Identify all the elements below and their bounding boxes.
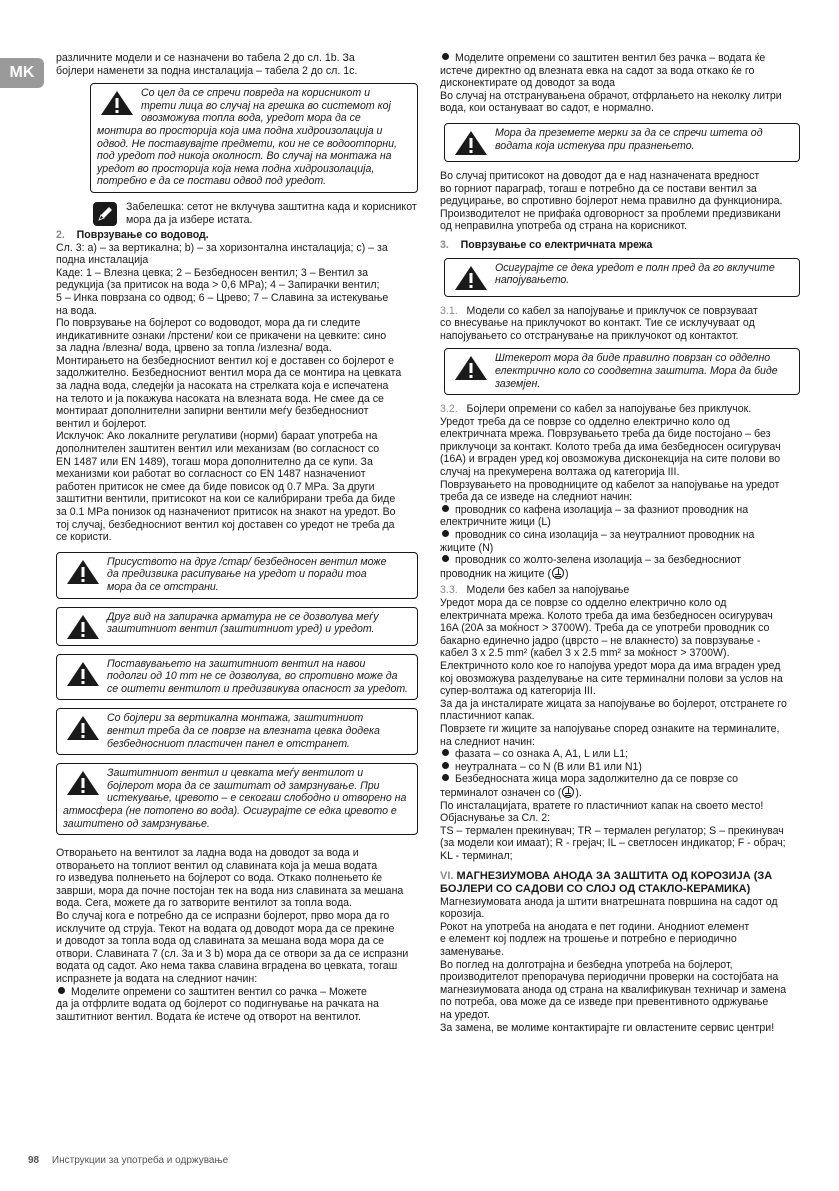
text-line: подолги од 10 mm не се дозволува, во спротивно може да [107,670,398,683]
text-line: Моделите опремени со заштитен вентил со рачка – Можете [56,986,418,999]
bullet-icon [442,555,449,562]
text-line: заштитни вентили, притисокот на кои се калибрирани треба да биде [56,493,396,506]
warning-text [63,712,411,750]
text-line: водата од садот. Ако нема таква славина вградена во цевката, тогаш [56,960,398,973]
text-line: бојлерот мора да се заштитат од замрзнување. При [107,779,380,792]
text-line: За замена, ве молиме контактирајте ги овластените сервис центри! [440,1021,775,1034]
text-line: за 0.1 MPa понизок од назначениот притисок на знакот на уредот. Во [56,506,396,518]
text-line: се оштети вентилот и предизвикува опасност за уредот. [107,682,408,695]
pencil-note-icon [92,201,118,227]
text-line: водата која истекува при празнењето. [495,139,695,152]
warning-icon [97,89,137,117]
text-line: истекување, цревото – е секогаш слободно и отворено на [107,792,407,805]
footer-title: Инструкции за употреба и одржување [51,1155,229,1166]
warning-icon [63,613,103,641]
note-text [90,201,418,226]
subsection-3-3: 3.3. Модели без кабел за напојување Уредот мора да се поврзе со одделно електрично коло од електричната мрежа. Колото треба да има безбедносен осигурувач 16A (20A за моќност > 3700W). Треба да се употреби проводник со бакарно единечно јадро (цврсто – не влакнесто) за поврзување - кабел 3 x 2.5 mm² (кабел 3 x 2.5 mm² за моќност > 3700W). Електричното коло кое го напојува уредот мора да има вграден уред кој овозможува разделување на сите терминални полови за услов на супер-волтажа од категорија III. За да ја инсталирате жицата за напојување во бојлерот, отстранете го пластичниот капак. Поврзете ги жиците за напојување според ознаките на терминалите, на следниот начин: [440,584,800,748]
text-line: заштитено од замрзнување. [63,817,210,830]
text-line: монтира во просторија која има подна хидроизолација и [97,124,383,137]
text-line: проводник со сина изолација – за неутралниот проводник на [440,529,800,542]
water-connection-text [56,242,418,544]
warning-icon [63,769,103,797]
text-line: Исклучок: Ако локалните регулативи (норми) бараат употреба на [56,430,378,443]
bullet-item-phase: фазата – со ознака A, A1, L или L1; [440,748,800,761]
text-line: Поврзете ги жиците за напојување според ознаките на терминалите, [440,722,780,735]
bullet-icon [442,505,449,512]
text-line: Каде: 1 – Влезна цевка; 2 – Безбедносен вентил; 3 – Вентил за [56,266,368,279]
text-line: отворањето на топлиот вентил од славината која ја меша водата [56,859,378,872]
text-line: бакарно единечно јадро (цврсто – не влакнесто) за поврзување - [440,634,761,647]
bullet-item-yellow-green: проводник со жолто-зелена изолација – за безбедносниот проводник на жиците ( ) [440,554,742,580]
text-line: се користи. [56,531,112,544]
text-line: бојлери наменети за подна инсталација – табела 2 до сл. 1c. [56,64,358,77]
body-text [440,90,800,115]
text-line: треба да се изведе на следниот начин: [440,491,633,504]
text-line: различните модели и се назначени во табела 2 до сл. 1b. За [56,52,355,64]
section-heading-electric: 3. Поврзување со електричната мрежа [440,238,653,251]
text-line: да предизвика расипување на уредот и поради тоа [107,568,367,581]
warning-text [63,767,411,830]
text-line: од неправилна употреба од страна на корисникот. [440,220,687,233]
text-line: Уредот треба да се поврзе со одделно електрично коло од [440,415,730,428]
text-line: мора да се отстрани. [107,580,219,593]
text-line: Монтирањето на безбедносниот вентил кој е доставен со бојлерот е [56,354,395,367]
text-line: мора да ја избере истата. [126,213,253,226]
pressure-text [440,170,800,233]
section-heading-water: 2. Поврзување со водовод. [56,228,209,241]
text-line: Штекерот мора да биде правилно поврзан со одделно [495,352,771,365]
text-line: Рокот на употреба на анодата е пет години. Анодниот елемент [440,920,750,933]
text-line: исклучите од струја. Текот на водата од доводот мора да се прекине [56,922,395,935]
subsection-3-2: 3.2. Бојлери опремени со кабел за напојување без приклучок. Уредот треба да се поврзе со одделно електрично коло од електричната мрежа. Поврзувањето треба да биде постојано – без приклучоци за контакт. Колото треба да има безбедносен осигурувач (16A) и вграден уред кој овозможува дисконекција на сите полови во случај на прекумерена волтажа од категорија III. Поврзувањето на проводниците од кабелот за напојување на уредот треба да се изведе на следниот начин: [440,403,800,504]
warning-text [451,352,793,390]
warning-icon [63,660,103,688]
subsection-3-1: 3.1. Модели со кабел за напојување и приклучок се поврзуваат со внесување на приклучокот во контакт. Тие се исклучуваат од напојувањето со отстранување на приклучокот од контактот. [440,304,758,342]
warning-text [63,556,411,594]
text-line: случај на прекумерена волтажа од категорија III. [440,466,680,479]
text-line: задолжително. Безбедносниот вентил мора да се монтира на цевката [56,367,402,380]
text-line: на вода. [56,304,97,317]
text-line: жиците (N) [440,541,494,554]
text-line: заземјен. [495,377,541,390]
text-line: приклучоци за контакт. Колото треба да има безбедносен осигурувач [440,440,781,453]
text-line: на телото и ја покажува насоката на влезната вода. Не смее да се [56,392,384,405]
ground-symbol-icon [552,567,564,579]
warning-box-fill-first [444,258,800,297]
text-line: трети лица во случај на грешка во системот кој [141,99,391,112]
text-line: Поставувањето на заштитниот вентил на навои [107,657,366,670]
note-block [90,201,418,227]
bullet-icon [442,749,449,756]
filling-emptying-text [56,847,418,986]
warning-text [63,658,411,696]
text-line: кабел 3 x 2.5 mm² (кабел 3 x 2.5 mm² за моќност > 3700W). [440,647,730,660]
text-line: Мора да преземете мерки за да се спречи штета од [495,126,763,139]
warning-box-freeze [56,763,418,835]
text-line: вода, кои остануваат во садот, е нормално. [440,102,654,115]
warning-icon [63,558,103,586]
text-line: (за модели кои имаат); R - грејач; IL – светлосен индикатор; F - обрач; [440,837,786,850]
text-line: вентил и бојлерот. [56,417,147,430]
warning-text [63,611,411,636]
text-line: По инсталацијата, вратете го пластичниот капак на своето место! [440,799,764,812]
bullet-item-handle-valve [56,986,418,1024]
text-line: редуцирање, во спротивно бојлерот нема правилно да функционира. [440,195,783,208]
page-footer [28,1155,228,1168]
text-line: тој случај, безбедносниот вентил кој доставен со уредот не треба да [56,518,395,531]
language-tab: MK [0,58,44,88]
text-line: дисконектирате од доводот за вода [440,77,616,90]
bullet-icon [442,774,449,781]
text-line: испразнете ја водата на следниот начин: [56,973,258,986]
text-line: Во случај на отстранувањена обрачот, отфрлањето на неколку литри [440,89,782,102]
text-line: заштитниот вентил. Водата ќе истече од отворот на вентилот. [56,1010,361,1023]
text-line: Во поглед на долготрајна и безбедна употреба на бојлерот, [440,958,733,971]
text-line: (16A) и вграден уред кој овозможува дисконекција на сите полови во [440,453,781,466]
text-line: За да ја инсталирате жицата за напојување во бојлерот, отстранете го [440,697,787,710]
text-line: електричните жици (L) [440,516,551,529]
text-line: Уредот мора да се поврзе со одделно електрично коло од [440,597,727,609]
text-line: Друг вид на запирачка арматура не се дозволува меѓу [107,610,379,623]
text-line: под уредот под никоја околност. Во случај на монтажа на [97,150,392,163]
text-line: заштитниот вентил (заштитниот уред) и уредот. [107,623,375,636]
page-number: 98 [28,1155,40,1166]
text-line: овозможува топла вода, уредот мора да се [141,112,361,125]
warning-icon [451,354,491,382]
text-line: на следниот начин: [440,735,535,748]
text-line: Забелешка: сетот не вклучува заштитна када и корисникот [126,200,417,213]
text-line: напојувањето. [495,274,570,287]
text-line: по потреба, ова може да се изведе при превентивното одржување [440,996,769,1009]
text-line: TS – термален прекинувач; TR – термален регулатор; S – прекинувач [440,824,784,837]
text-line: отвори. Славината 7 (сл. 3a и 3 b) мора да се отвори за да се испразни [56,947,409,960]
text-line: Производителот не прифаќа одговорност за проблеми предизвикани [440,207,781,220]
text-line: истече директно од влезната евка на садот за вода откако ќе го [440,64,755,77]
text-line: Поврзувањето на проводниците од кабелот за напојување на уредот [440,478,780,491]
text-line: производителот препорачува периодични проверки на состојбата на [440,971,779,984]
text-line: вода. Сега, можете да го затворите вентилот за топла вода. [56,897,352,910]
warning-icon [451,264,491,292]
text-line: го изведува полнењето на бојлерот со вода. Откако полнењето ќе [56,872,383,885]
bullet-icon [442,530,449,537]
text-line: Магнезиумовата анода ја штити внатрешната површина на садот од [440,895,778,908]
text-line: магнезиумовата анода од страна на квалификуван техничар и замена [440,983,787,996]
text-line: е елемент кој подлеж на трошење и потребно е периодично [440,933,737,946]
text-line: редукција (за притисок на вода > 0,6 MPa); 4 – Запирачки вентил; [56,279,380,292]
anode-text [440,896,800,1035]
text-line: атмосфера (не потопено во вода). Осигурајте се едка цревото е [63,804,397,817]
bullet-item-neutral: неутралната – со N (B или B1 или N1) [440,761,800,774]
bullet-icon [442,53,449,60]
warning-icon [451,129,491,157]
text-line: електричната мрежа. Колото треба да има безбедносен осигурувач [440,609,773,622]
text-line: Сл. 3: a) – за вертикална; b) – за хоризонтална инсталација; c) – за [56,241,388,254]
bullet-item-blue [440,529,800,554]
text-line: во горниот параграф, тогаш е потребно да се постави вентил за [440,182,757,195]
text-line: кој овозможува разделување на сите терминални полови за услов на [440,672,783,685]
text-line: проводник со кафена изолација – за фазниот проводник на [440,504,800,517]
text-line: за ладна /влезна/ вода, црвено за топла /излезна/ вода. [56,342,332,355]
text-line: заврши, мора да почне постојан тек на вода низ славината за мешана [56,884,404,897]
section-heading-anode: VI. МАГНЕЗИУМОВА АНОДА ЗА ЗАШТИТА ОД КОРОЗИЈА (ЗА БОЈЛЕРИ СО САДОВИ СО СЛОЈ ОД СТАКЛО-КЕРАМИКА) [440,870,773,896]
warning-box-plug [444,348,800,395]
left-column [56,52,418,1023]
warning-box-water-damage [444,123,800,162]
text-line: супер-волтажа од категорија III. [440,685,596,698]
right-column [440,52,800,1034]
ground-symbol-icon [562,786,574,798]
text-line: да ја отфрлите водата од бојлерот со подигнување на рачката на [56,998,379,1011]
text-line: Моделите опремени со заштитен вентил без рачка – водата ќе [440,52,800,65]
text-line: подна инсталација [56,254,149,267]
bullet-icon [442,762,449,769]
warning-text [97,87,411,188]
text-line: електричната мрежа. Поврзувањето треба да биде постојано – без [440,428,771,441]
text-line: Осигурајте се дека уредот е полн пред да го вклучите [495,261,775,274]
bullet-item-no-handle-valve [440,52,800,90]
bullet-icon [58,987,65,994]
text-line: вентил треба да се поврзе на влезната цевка додека [107,724,380,737]
text-line: Со бојлери за вертикална монтажа, заштитниот [107,712,364,725]
text-line: и доводот за топла вода од славината за мешана вода мора да се [56,935,385,948]
warning-box-stop-fittings [56,607,418,646]
text-line: на уредот. [440,1009,490,1021]
text-line: електрично коло со соодветна заштита. Мора да биде [495,364,778,377]
warning-box-vertical [56,708,418,755]
text-line: EN 1487 или EN 1489), тогаш мора дополнително да се купи. За [56,455,373,468]
text-line: корозија. [440,908,485,921]
text-line: монтираат дополнителни запирни вентили меѓу безбедносниот [56,405,369,418]
text-line: потребно е да се постави одвод под уредот. [97,175,327,188]
text-line: индикативните ознаки /прстени/ кои се прикачени на цевките: сино [56,329,387,342]
text-line: Со цел да се спречи повреда на корисникот и [141,87,370,100]
text-line: Објаснување за Сл. 2: [440,812,551,825]
text-line: Присуството на друг /стар/ безбедносен вентил може [107,555,387,568]
text-line: работен притисок не смее да биде повисок од 0.7 MPa. За други [56,480,375,493]
text-line: 5 – Инка поврзана со одвод; 6 – Црево; 7 – Славина за истекување [56,291,389,304]
warning-text [451,127,793,152]
text-line: Во случај кога е потребно да се испразни бојлерот, прво мора да го [56,910,390,923]
bullet-item-brown [440,504,800,529]
warning-box-old-valve [56,552,418,599]
warning-text [451,262,793,287]
text-line: Отворањето на вентилот за ладна вода на доводот за вода и [56,847,359,860]
text-line: пластичниот капак. [440,710,535,723]
text-line: 16A (20A за моќност > 3700W). Треба да се употреби проводник со [440,622,770,635]
text-line: механизми кои работат во согласност со EN 1487 назначениот [56,468,366,481]
text-line: одвод. Не поставувајте предмети, кои не се водоотпорни, [97,137,397,150]
text-line: за ладна вода, следејќи ја насоката на стрелката која е испечатена [56,380,389,393]
intro-text [56,52,418,77]
text-line: По поврзување на бојлерот со водоводот, мора да ги следите [56,317,361,330]
text-line: Заштитниот вентил и цевката меѓу вентилот и [107,767,364,780]
text-line: заменување. [440,946,504,959]
bullet-item-safety-wire: Безбедносната жица мора задолжително да се поврзе со терминалот означен со ( ). [440,773,739,799]
text-line: дополнителен заштитен вентил или механизам (во согласност со [56,443,380,456]
warning-box-drain [90,83,418,193]
warning-box-thread [56,654,418,701]
warning-icon [63,714,103,742]
text-line: KL - терминал; [440,849,513,862]
text-line: Електричното коло кое го напојува уредот мора да има вграден уред [440,659,781,672]
text-line: безбедносниот пластичен панел е отстранет. [107,737,350,750]
text-line: Во случај притисокот на доводот да е над назначената вредност [440,169,760,182]
legend-text [440,800,800,863]
text-line: уредот во просторија која нема подна хидроизолација, [97,162,375,175]
